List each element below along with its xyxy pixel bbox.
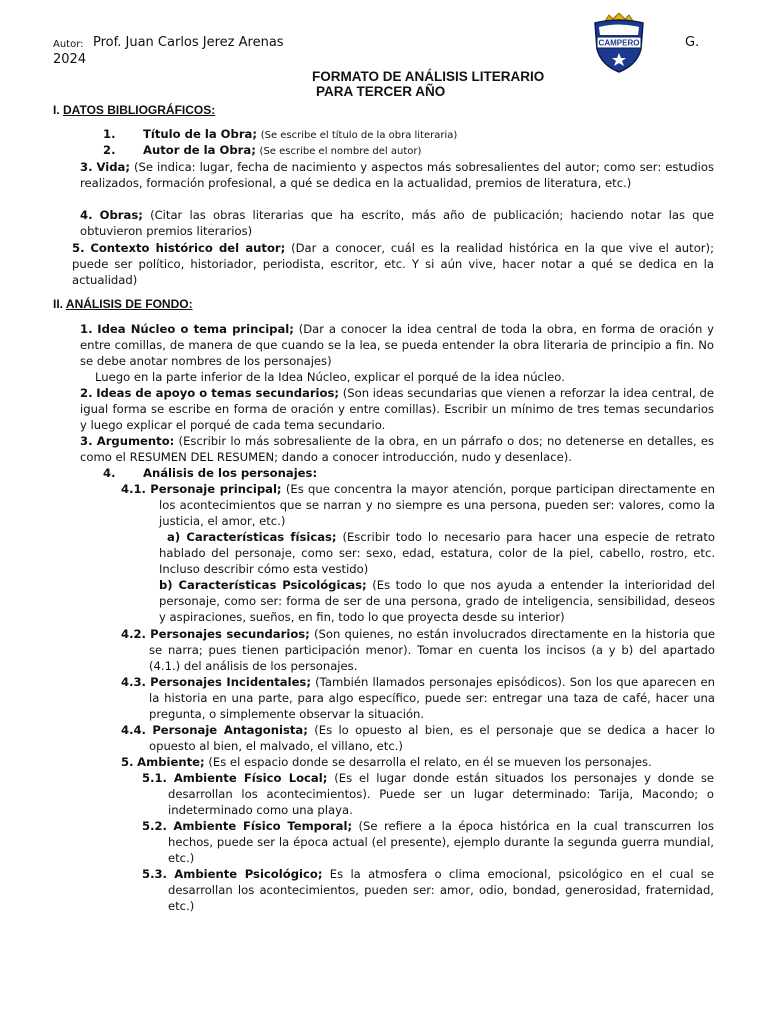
list-item [80,321,714,369]
item-label: Vida; [96,160,131,174]
section-2-title: ANÁLISIS DE FONDO: [65,297,193,311]
logo-text: CAMPERO [598,38,640,48]
item-text: (Escribir todo lo necesario para hacer una especie de retrato hablado del personaje, como ser: sexo, edad, estatura, color de la piel, cabello, rostro, etc. Incluso describir cómo esta vestido) [159,530,715,576]
item-num: 4.2. [121,627,146,641]
item-num: 4.1. [121,482,146,496]
item-label: Autor de la Obra; [143,143,256,157]
item-label: Contexto histórico del autor; [90,241,286,255]
item-num: 5. [72,241,85,255]
list-item [80,385,714,433]
item-label: Ambiente Psicológico; [174,867,323,881]
item-label: Idea Núcleo o tema principal; [97,322,294,336]
item-label: Personajes secundarios; [150,627,310,641]
list-item [159,577,715,625]
list-item [121,754,715,770]
item-text: (Se escribe el título de la obra literaria) [260,130,458,141]
item-text: (Citar las obras literarias que ha escrito, más año de publicación; haciendo notar las que obtuvieron premios literarios) [80,208,715,238]
section-1-title: DATOS BIBLIOGRÁFICOS: [63,103,216,117]
title-line-1: FORMATO DE ANÁLISIS LITERARIO [312,69,545,84]
item-text: (También llamados personajes episódicos). Son los que aparecen en la historia en una parte, para algo específico, puede ser: entregar una taza de café, hacer una pregunta, o simplemente observar la situación. [149,675,716,721]
item-text: (Es el lugar donde están situados los personajes y donde se desarrollan los acontecimientos). Puede ser un lugar determinado: Tarija, Macondo; o indeterminado como una playa. [168,771,715,817]
list-item [142,866,714,914]
year: 2024 [53,52,87,67]
item-label: Análisis de los personajes: [143,466,318,480]
g-label: G. [685,35,700,50]
item-label: Personajes Incidentales; [150,675,311,689]
item-text: (Se refiere a la época histórica en la cual transcurren los hechos, puede ser la época actual (el presente), ejemplo durante la segunda guerra mundial, etc.) [168,819,714,865]
list-item [142,770,714,818]
item-num: 1. [103,127,116,141]
section-1-num: I. [53,103,60,117]
item-num: 4.3. [121,675,146,689]
list-item [121,674,715,722]
item-num: 4.4. [121,723,146,737]
item-label: Personaje principal; [150,482,282,496]
item-num: 5.3. [142,867,167,881]
list-item [80,159,714,191]
item-label: Ambiente; [137,755,205,769]
campero-logo [589,13,649,73]
item-text: (Es el espacio donde se desarrolla el relato, en él se mueven los personajes. [208,755,652,769]
list-item [121,626,715,674]
section-2-num: II. [53,297,64,311]
list-item [80,433,714,465]
title-line-2: PARA TERCER AÑO [316,84,446,99]
list-item [103,142,715,160]
item-note [95,369,715,385]
item-text: Es la atmosfera o clima emocional, psicológico en el cual se desarrollan los acontecimientos, pueden ser: amor, odio, bondad, generosidad, fraternidad, etc.) [168,867,715,913]
list-item [121,722,715,754]
item-num: 1. [80,322,93,336]
page-title [312,69,544,99]
item-label: Ambiente Físico Local; [173,771,328,785]
item-num: 4. [103,466,116,480]
item-label: Personaje Antagonista; [152,723,308,737]
item-text: (Escribir lo más sobresaliente de la obra, en un párrafo o dos; no detenerse en detalles, es como el RESUMEN DEL RESUMEN; dando a conocer introducción, nudo y desenlace). [80,434,715,464]
item-label: Ideas de apoyo o temas secundarios; [96,386,340,400]
item-label: b) Características Psicológicas; [159,578,367,592]
item-num: 2. [103,143,116,157]
item-text: (Dar a conocer la idea central de toda la obra, en forma de oración y entre comillas, de manera de que cuando se la lea, se pueda entender la obra literaria de principio a fin. No se debe anotar nombres de los personajes) [80,322,714,368]
item-num: 2. [80,386,93,400]
autor-label: Autor: [53,39,84,50]
autor-name: Prof. Juan Carlos Jerez Arenas [93,35,284,50]
list-item [103,465,715,481]
section-2-heading [53,297,193,311]
item-text: (Se escribe el nombre del autor) [259,146,422,157]
note-text: Luego en la parte inferior de la Idea Núcleo, explicar el porqué de la idea núcleo. [95,370,565,384]
item-num: 5.2. [142,819,167,833]
item-text: (Son quienes, no están involucrados directamente en la historia que se narra; pues tienen participación menor). Tomar en cuenta los incisos (a y b) del apartado (4.1.) del análisis de los personajes. [149,627,716,673]
list-item [121,481,715,529]
section-1-heading [53,103,215,117]
item-num: 3. [80,160,93,174]
item-label: Ambiente Físico Temporal; [173,819,353,833]
item-text: (Se indica: lugar, fecha de nacimiento y aspectos más sobresalientes del autor; como ser: estudios realizados, formación profesional, a qué se dedica en la actualidad, premios de literatura, etc.) [80,160,715,190]
item-num: 4. [80,208,93,222]
list-item [72,240,714,288]
item-label: Título de la Obra; [143,127,258,141]
item-label: Argumento: [96,434,175,448]
item-num: 5. [121,755,134,769]
item-text: (Son ideas secundarias que vienen a reforzar la idea central, de igual forma se escribe en forma de oración y entre comillas). Escribir un mínimo de tres temas secundarios y luego explicar el porqué de cada tema secundario. [80,386,715,432]
item-text: (Dar a conocer, cuál es la realidad histórica en la que vive el autor); puede ser político, historiador, periodista, escritor, etc. Y si aún vive, hacer notar a qué se dedica en la actualidad) [72,241,714,287]
item-text: (Es que concentra la mayor atención, porque participan directamente en los acontecimientos que se narran y no siempre es una persona, pueden ser: valores, como la justicia, el amor, etc.) [159,482,716,528]
item-label: Obras; [99,208,143,222]
list-item [159,529,715,577]
item-text: (Es lo opuesto al bien, es el personaje que se dedica a hacer lo opuesto al bien, el malvado, el villano, etc.) [149,723,716,753]
item-num: 3. [80,434,93,448]
list-item [80,207,714,239]
item-label: a) Características físicas; [167,530,337,544]
list-item [142,818,714,866]
item-num: 5.1. [142,771,167,785]
item-text: (Es todo lo que nos ayuda a entender la interioridad del personaje, como ser: forma de ser de una persona, grado de inteligencia, sensibilidad, deseos y aspiraciones, sueños, en fin, todo lo que proyecta desde su interior) [159,578,716,624]
